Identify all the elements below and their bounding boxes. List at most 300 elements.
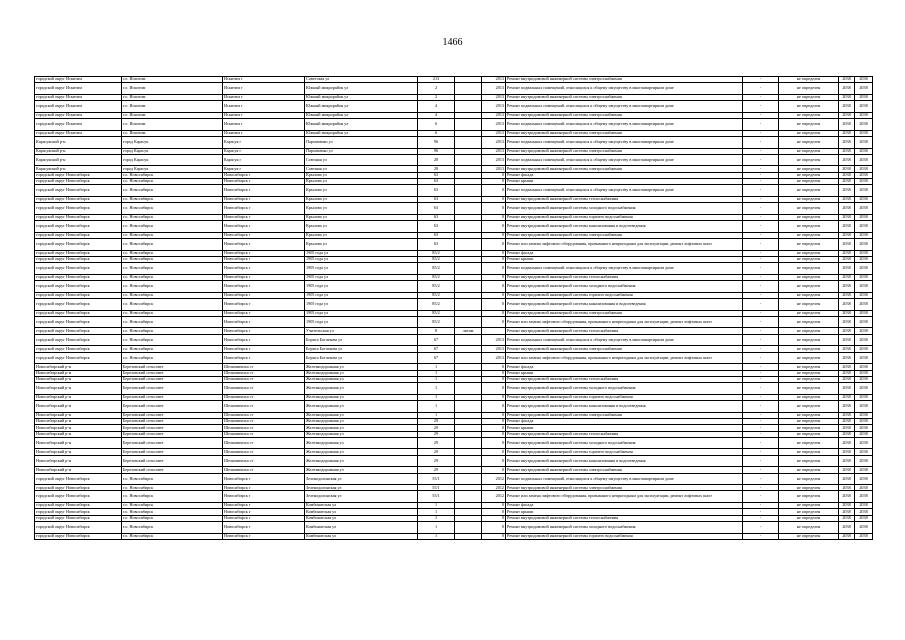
settlement-cell: Березовский сельсовет — [122, 364, 223, 370]
cost-cell: не определен — [779, 94, 839, 100]
locality-cell: Искитим г — [223, 77, 305, 83]
work-type-cell: Ремонт внутридомовой инженерной системы теплоснабжения — [506, 376, 743, 382]
locality-cell: Шелковичиха ст — [223, 370, 305, 376]
street-cell: Пархоменко ул — [305, 148, 418, 154]
settlement-cell: г.о. Новосибирск — [122, 292, 223, 298]
house-number-cell: 29 — [418, 467, 455, 473]
street-cell: Железнодорожная ул — [305, 394, 418, 400]
end-year-cell: 2038 — [855, 316, 873, 328]
start-year-cell: 2038 — [839, 94, 855, 100]
locality-cell: Новосибирск г — [223, 179, 305, 185]
year-cell: 0 — [482, 394, 506, 400]
table-row — [35, 491, 873, 503]
work-type-cell: Ремонт внутридомовой инженерной системы электроснабжения — [506, 166, 743, 172]
year-cell: 2013 — [482, 136, 506, 148]
start-year-cell: 2038 — [839, 473, 855, 485]
dash-cell: - — [743, 394, 779, 400]
year-cell: 0 — [482, 383, 506, 395]
settlement-cell: г.о. Искитим — [122, 130, 223, 136]
work-type-cell: Ремонт подвальных помещений, относящихся к общему имуществу в многоквартирном доме — [506, 334, 743, 346]
extra-cell — [455, 101, 482, 113]
settlement-cell: Березовский сельсовет — [122, 437, 223, 449]
municipality-cell: Карасукский р-н — [35, 136, 122, 148]
table-row — [35, 239, 873, 251]
house-number-cell: 4 — [418, 112, 455, 118]
extra-cell — [455, 119, 482, 131]
start-year-cell: 2038 — [839, 383, 855, 395]
locality-cell: Новосибирск г — [223, 221, 305, 233]
cost-cell: не определен — [779, 250, 839, 256]
extra-cell — [455, 521, 482, 533]
house-number-cell: 63 — [418, 214, 455, 220]
work-type-cell: Ремонт подвальных помещений, относящихся к общему имуществу в многоквартирном доме — [506, 119, 743, 131]
cost-cell: не определен — [779, 148, 839, 154]
year-cell: 2012 — [482, 473, 506, 485]
house-number-cell: 1 — [418, 401, 455, 413]
locality-cell: Новосибирск г — [223, 239, 305, 251]
settlement-cell: г.о. Новосибирск — [122, 316, 223, 328]
work-type-cell: Ремонт внутридомовой инженерной системы электроснабжения — [506, 310, 743, 316]
house-number-cell: 85/2 — [418, 298, 455, 310]
house-number-cell: 4 — [418, 101, 455, 113]
municipality-cell: городской округ Новосибирск — [35, 185, 122, 197]
municipality-cell: городской округ Новосибирск — [35, 263, 122, 275]
year-cell: 0 — [482, 437, 506, 449]
end-year-cell: 2038 — [855, 364, 873, 370]
locality-cell: Новосибирск г — [223, 316, 305, 328]
year-cell: 0 — [482, 196, 506, 202]
cost-cell: не определен — [779, 509, 839, 515]
work-type-cell: Ремонт внутридомовой инженерной системы теплоснабжения — [506, 328, 743, 334]
municipality-cell: городской округ Новосибирск — [35, 196, 122, 202]
work-type-cell: Ремонт внутридомовой инженерной системы электроснабжения — [506, 148, 743, 154]
work-type-cell: Ремонт внутридомовой инженерной системы горячего водоснабжения — [506, 292, 743, 298]
table-row — [35, 136, 873, 148]
work-type-cell: Ремонт крыши — [506, 179, 743, 185]
work-type-cell: Ремонт внутридомовой инженерной системы теплоснабжения — [506, 196, 743, 202]
street-cell: Железнодорожная ул — [305, 437, 418, 449]
dash-cell: - — [743, 334, 779, 346]
start-year-cell: 2038 — [839, 250, 855, 256]
dash-cell: - — [743, 263, 779, 275]
cost-cell: не определен — [779, 370, 839, 376]
dash-cell: - — [743, 376, 779, 382]
settlement-cell: город Карасук — [122, 148, 223, 154]
locality-cell: Новосибирск г — [223, 196, 305, 202]
house-number-cell: 213 — [418, 77, 455, 83]
start-year-cell: 2038 — [839, 352, 855, 364]
municipality-cell: городской округ Искитим — [35, 83, 122, 95]
settlement-cell: г.о. Искитим — [122, 83, 223, 95]
work-type-cell: Ремонт фасада — [506, 503, 743, 509]
dash-cell: - — [743, 203, 779, 215]
cost-cell: не определен — [779, 467, 839, 473]
municipality-cell: городской округ Новосибирск — [35, 310, 122, 316]
cost-cell: не определен — [779, 77, 839, 83]
year-cell: 0 — [482, 370, 506, 376]
house-number-cell: 96 — [418, 136, 455, 148]
cost-cell: не определен — [779, 112, 839, 118]
street-cell: Железнодорожная ул — [305, 383, 418, 395]
end-year-cell: 2038 — [855, 185, 873, 197]
end-year-cell: 2038 — [855, 281, 873, 293]
locality-cell: Новосибирск г — [223, 533, 305, 539]
start-year-cell: 2038 — [839, 130, 855, 136]
cost-cell: не определен — [779, 221, 839, 233]
year-cell: 2013 — [482, 112, 506, 118]
end-year-cell: 2038 — [855, 232, 873, 238]
start-year-cell: 2038 — [839, 239, 855, 251]
dash-cell: - — [743, 455, 779, 467]
municipality-cell: городской округ Новосибирск — [35, 281, 122, 293]
repair-schedule-table — [34, 76, 873, 540]
dash-cell: - — [743, 328, 779, 334]
work-type-cell: Ремонт внутридомовой инженерной системы горячего водоснабжения — [506, 214, 743, 220]
work-type-cell: Ремонт фасада — [506, 418, 743, 424]
house-number-cell: 85/2 — [418, 274, 455, 280]
house-number-cell: 85/2 — [418, 263, 455, 275]
work-type-cell: Ремонт внутридомовой инженерной системы электроснабжения — [506, 232, 743, 238]
locality-cell: Новосибирск г — [223, 491, 305, 503]
year-cell: 0 — [482, 232, 506, 238]
locality-cell: Новосибирск г — [223, 232, 305, 238]
year-cell: 0 — [482, 310, 506, 316]
locality-cell: Новосибирск г — [223, 310, 305, 316]
locality-cell: Шелковичиха ст — [223, 412, 305, 418]
extra-cell — [455, 203, 482, 215]
street-cell: Южный микрорайон ул — [305, 112, 418, 118]
locality-cell: Новосибирск г — [223, 515, 305, 521]
municipality-cell: городской округ Искитим — [35, 94, 122, 100]
start-year-cell: 2038 — [839, 316, 855, 328]
year-cell: 0 — [482, 221, 506, 233]
street-cell: 1905 года ул — [305, 274, 418, 280]
house-number-cell: 85/2 — [418, 281, 455, 293]
dash-cell: - — [743, 256, 779, 262]
street-cell: Южный микрорайон ул — [305, 130, 418, 136]
end-year-cell: 2038 — [855, 449, 873, 455]
cost-cell: не определен — [779, 503, 839, 509]
house-number-cell: 67 — [418, 346, 455, 352]
start-year-cell: 2038 — [839, 370, 855, 376]
dash-cell: - — [743, 136, 779, 148]
year-cell: 0 — [482, 515, 506, 521]
house-number-cell: 63 — [418, 221, 455, 233]
table-row — [35, 298, 873, 310]
dash-cell: - — [743, 316, 779, 328]
table-row — [35, 83, 873, 95]
locality-cell: Шелковичиха ст — [223, 376, 305, 382]
end-year-cell: 2038 — [855, 383, 873, 395]
house-number-cell: 29 — [418, 418, 455, 424]
year-cell: 2013 — [482, 148, 506, 154]
work-type-cell: Ремонт внутридомовой инженерной системы теплоснабжения — [506, 274, 743, 280]
start-year-cell: 2038 — [839, 455, 855, 467]
street-cell: 1905 года ул — [305, 250, 418, 256]
locality-cell: Новосибирск г — [223, 346, 305, 352]
work-type-cell: Ремонт внутридомовой инженерной системы теплоснабжения — [506, 431, 743, 437]
dash-cell: - — [743, 298, 779, 310]
cost-cell: не определен — [779, 533, 839, 539]
municipality-cell: Новосибирский р-н — [35, 412, 122, 418]
start-year-cell: 2038 — [839, 101, 855, 113]
settlement-cell: Березовский сельсовет — [122, 383, 223, 395]
settlement-cell: г.о. Искитим — [122, 119, 223, 131]
municipality-cell: Карасукский р-н — [35, 148, 122, 154]
locality-cell: Карасук г — [223, 166, 305, 172]
settlement-cell: г.о. Новосибирск — [122, 352, 223, 364]
locality-cell: Новосибирск г — [223, 263, 305, 275]
table-row — [35, 383, 873, 395]
work-type-cell: Ремонт внутридомовой инженерной системы электроснабжения — [506, 485, 743, 491]
end-year-cell: 2038 — [855, 274, 873, 280]
cost-cell: не определен — [779, 328, 839, 334]
year-cell: 2013 — [482, 77, 506, 83]
year-cell: 2013 — [482, 352, 506, 364]
end-year-cell: 2038 — [855, 485, 873, 491]
street-cell: Зеленодолинская ул — [305, 491, 418, 503]
municipality-cell: городской округ Искитим — [35, 77, 122, 83]
cost-cell: не определен — [779, 130, 839, 136]
year-cell: 2013 — [482, 154, 506, 166]
house-number-cell: 85/2 — [418, 292, 455, 298]
start-year-cell: 2038 — [839, 214, 855, 220]
house-number-cell: 1 — [418, 364, 455, 370]
settlement-cell: г.о. Новосибирск — [122, 185, 223, 197]
table-row — [35, 473, 873, 485]
cost-cell: не определен — [779, 263, 839, 275]
municipality-cell: городской округ Искитим — [35, 112, 122, 118]
settlement-cell: г.о. Новосибирск — [122, 281, 223, 293]
start-year-cell: 2038 — [839, 521, 855, 533]
table-row — [35, 154, 873, 166]
work-type-cell: Ремонт фасада — [506, 172, 743, 178]
house-number-cell: 63 — [418, 203, 455, 215]
street-cell: Южный микрорайон ул — [305, 94, 418, 100]
end-year-cell: 2038 — [855, 394, 873, 400]
settlement-cell: г.о. Новосибирск — [122, 221, 223, 233]
dash-cell: - — [743, 473, 779, 485]
municipality-cell: городской округ Новосибирск — [35, 346, 122, 352]
municipality-cell: городской округ Новосибирск — [35, 298, 122, 310]
house-number-cell: 29 — [418, 455, 455, 467]
settlement-cell: г.о. Новосибирск — [122, 334, 223, 346]
municipality-cell: Новосибирский р-н — [35, 394, 122, 400]
year-cell: 0 — [482, 376, 506, 382]
end-year-cell: 2038 — [855, 455, 873, 467]
settlement-cell: г.о. Новосибирск — [122, 214, 223, 220]
start-year-cell: 2038 — [839, 418, 855, 424]
house-number-cell: 1 — [418, 503, 455, 509]
start-year-cell: 2038 — [839, 185, 855, 197]
street-cell: Железнодорожная ул — [305, 401, 418, 413]
street-cell: Крылова ул — [305, 196, 418, 202]
municipality-cell: Новосибирский р-н — [35, 418, 122, 424]
street-cell: Пархоменко ул — [305, 136, 418, 148]
municipality-cell: Новосибирский р-н — [35, 449, 122, 455]
municipality-cell: городской округ Новосибирск — [35, 521, 122, 533]
table-row — [35, 401, 873, 413]
year-cell: 0 — [482, 412, 506, 418]
settlement-cell: г.о. Новосибирск — [122, 172, 223, 178]
municipality-cell: городской округ Новосибирск — [35, 515, 122, 521]
dash-cell: - — [743, 239, 779, 251]
settlement-cell: г.о. Искитим — [122, 112, 223, 118]
end-year-cell: 2038 — [855, 148, 873, 154]
cost-cell: не определен — [779, 119, 839, 131]
end-year-cell: 2038 — [855, 437, 873, 449]
house-number-cell: 96 — [418, 148, 455, 154]
extra-cell — [455, 316, 482, 328]
cost-cell: не определен — [779, 166, 839, 172]
dash-cell: - — [743, 383, 779, 395]
start-year-cell: 2038 — [839, 310, 855, 316]
street-cell: Комбинатская ул — [305, 533, 418, 539]
municipality-cell: Новосибирский р-н — [35, 383, 122, 395]
settlement-cell: г.о. Новосибирск — [122, 515, 223, 521]
year-cell: 2013 — [482, 130, 506, 136]
end-year-cell: 2038 — [855, 370, 873, 376]
start-year-cell: 2038 — [839, 154, 855, 166]
municipality-cell: городской округ Новосибирск — [35, 509, 122, 515]
locality-cell: Новосибирск г — [223, 298, 305, 310]
locality-cell: Карасук г — [223, 154, 305, 166]
locality-cell: Новосибирск г — [223, 172, 305, 178]
locality-cell: Шелковичиха ст — [223, 431, 305, 437]
street-cell: Железнодорожная ул — [305, 364, 418, 370]
municipality-cell: городской округ Новосибирск — [35, 221, 122, 233]
work-type-cell: Ремонт крыши — [506, 425, 743, 431]
end-year-cell: 2038 — [855, 376, 873, 382]
cost-cell: не определен — [779, 394, 839, 400]
table-row — [35, 221, 873, 233]
end-year-cell: 2038 — [855, 136, 873, 148]
street-cell: Южный микрорайон ул — [305, 101, 418, 113]
start-year-cell: 2038 — [839, 166, 855, 172]
municipality-cell: городской округ Новосибирск — [35, 214, 122, 220]
street-cell: 1905 года ул — [305, 281, 418, 293]
house-number-cell: 1 — [418, 383, 455, 395]
dash-cell: - — [743, 214, 779, 220]
house-number-cell: 55/1 — [418, 473, 455, 485]
year-cell: 0 — [482, 250, 506, 256]
work-type-cell: Ремонт или замена лифтового оборудования, признанного непригодным для эксплуатации, ремонт лифтовых шахт — [506, 491, 743, 503]
dash-cell: - — [743, 521, 779, 533]
locality-cell: Новосибирск г — [223, 485, 305, 491]
extra-cell — [455, 263, 482, 275]
dash-cell: - — [743, 509, 779, 515]
house-number-cell: 6 — [418, 130, 455, 136]
end-year-cell: 2038 — [855, 166, 873, 172]
dash-cell: - — [743, 449, 779, 455]
settlement-cell: г.о. Новосибирск — [122, 179, 223, 185]
dash-cell: - — [743, 346, 779, 352]
settlement-cell: г.о. Новосибирск — [122, 239, 223, 251]
settlement-cell: г.о. Новосибирск — [122, 263, 223, 275]
dash-cell: - — [743, 119, 779, 131]
year-cell: 0 — [482, 503, 506, 509]
year-cell: 0 — [482, 401, 506, 413]
street-cell: Комбинатская ул — [305, 503, 418, 509]
work-type-cell: Ремонт внутридомовой инженерной системы электроснабжения — [506, 130, 743, 136]
dash-cell: - — [743, 196, 779, 202]
settlement-cell: Березовский сельсовет — [122, 418, 223, 424]
extra-cell — [455, 221, 482, 233]
work-type-cell: Ремонт или замена лифтового оборудования, признанного непригодным для эксплуатации, ремонт лифтовых шахт — [506, 239, 743, 251]
cost-cell: не определен — [779, 154, 839, 166]
dash-cell: - — [743, 281, 779, 293]
work-type-cell: Ремонт внутридомовой инженерной системы горячего водоснабжения — [506, 533, 743, 539]
street-cell: Крылова ул — [305, 214, 418, 220]
settlement-cell: г.о. Новосибирск — [122, 503, 223, 509]
locality-cell: Карасук г — [223, 148, 305, 154]
settlement-cell: г.о. Искитим — [122, 101, 223, 113]
house-number-cell: 6 — [418, 119, 455, 131]
work-type-cell: Ремонт подвальных помещений, относящихся к общему имуществу в многоквартирном доме — [506, 101, 743, 113]
table-row — [35, 119, 873, 131]
page-number: 1466 — [442, 37, 463, 48]
dash-cell: - — [743, 364, 779, 370]
year-cell: 0 — [482, 256, 506, 262]
settlement-cell: город Карасук — [122, 166, 223, 172]
settlement-cell: Березовский сельсовет — [122, 394, 223, 400]
year-cell: 0 — [482, 431, 506, 437]
start-year-cell: 2038 — [839, 334, 855, 346]
dash-cell: - — [743, 179, 779, 185]
municipality-cell: городской округ Новосибирск — [35, 334, 122, 346]
end-year-cell: 2038 — [855, 112, 873, 118]
locality-cell: Новосибирск г — [223, 352, 305, 364]
dash-cell: - — [743, 425, 779, 431]
end-year-cell: 2038 — [855, 298, 873, 310]
municipality-cell: городской округ Новосибирск — [35, 328, 122, 334]
dash-cell: - — [743, 154, 779, 166]
year-cell: 2013 — [482, 166, 506, 172]
locality-cell: Карасук г — [223, 136, 305, 148]
year-cell: 0 — [482, 239, 506, 251]
end-year-cell: 2038 — [855, 239, 873, 251]
street-cell: Железнодорожная ул — [305, 418, 418, 424]
work-type-cell: Ремонт внутридомовой инженерной системы холодного водоснабжения — [506, 203, 743, 215]
table-row — [35, 437, 873, 449]
work-type-cell: Ремонт подвальных помещений, относящихся к общему имуществу в многоквартирном доме — [506, 154, 743, 166]
end-year-cell: 2038 — [855, 77, 873, 83]
start-year-cell: 2038 — [839, 485, 855, 491]
extra-cell — [455, 533, 482, 539]
house-number-cell: 85/2 — [418, 256, 455, 262]
street-cell: Бориса Богаткова ул — [305, 346, 418, 352]
street-cell: Бориса Богаткова ул — [305, 352, 418, 364]
work-type-cell: Ремонт внутридомовой инженерной системы канализования и водоотведения — [506, 221, 743, 233]
street-cell: 1905 года ул — [305, 316, 418, 328]
start-year-cell: 2038 — [839, 148, 855, 154]
house-number-cell: 67 — [418, 334, 455, 346]
start-year-cell: 2038 — [839, 281, 855, 293]
start-year-cell: 2038 — [839, 509, 855, 515]
settlement-cell: г.о. Новосибирск — [122, 196, 223, 202]
municipality-cell: Новосибирский р-н — [35, 425, 122, 431]
table-row — [35, 455, 873, 467]
table-row — [35, 281, 873, 293]
house-number-cell: 63 — [418, 196, 455, 202]
work-type-cell: Ремонт фасада — [506, 250, 743, 256]
cost-cell: не определен — [779, 515, 839, 521]
cost-cell: не определен — [779, 352, 839, 364]
street-cell: Комбинатская ул — [305, 515, 418, 521]
start-year-cell: 2038 — [839, 364, 855, 370]
work-type-cell: Ремонт внутридомовой инженерной системы электроснабжения — [506, 77, 743, 83]
table-body — [35, 77, 873, 540]
